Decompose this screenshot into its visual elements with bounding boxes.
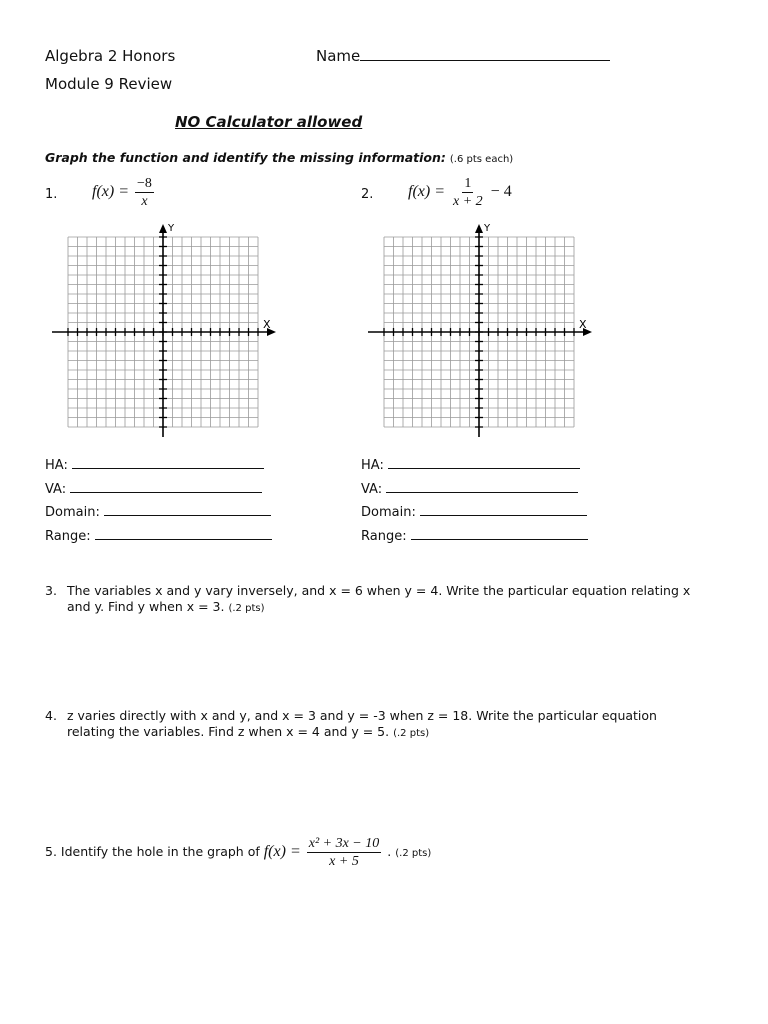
denominator: x + 2 [453,194,483,209]
coordinate-grid-2[interactable] [364,220,604,452]
question-3-line-2: and y. Find y when x = 3. [67,599,225,614]
question-4-line-2: relating the variables. Find z when x = 4 and y = 5. [67,724,390,739]
question-4-points: (.2 pts) [393,728,430,739]
function-lhs: f(x) = [263,843,301,861]
domain-field-1[interactable] [45,504,271,520]
domain-label: Domain: [45,505,100,520]
question-4 [45,708,725,742]
y-axis-arrow [475,224,483,233]
numerator: 1 [464,176,472,191]
numerator: x² + 3x − 10 [308,836,380,851]
range-label: Range: [45,529,91,544]
va-field-1[interactable] [45,481,262,497]
va-field-2[interactable] [361,481,578,497]
problem-1-function [92,175,156,210]
question-5-text: Identify the hole in the graph of [60,844,260,860]
denominator: x [141,194,148,209]
function-lhs: f(x) = [408,183,445,201]
answer-blank[interactable] [95,528,272,540]
question-3 [45,583,725,617]
answer-blank[interactable] [411,528,588,540]
range-field-2[interactable] [361,528,588,544]
question-number: 4. [45,708,57,723]
instructions-points: (.6 pts each) [449,154,514,165]
question-5 [45,835,431,870]
name-label: Name [316,47,361,65]
fraction [135,175,154,210]
numerator: −8 [137,176,152,191]
fraction [307,835,382,870]
question-5-tail: . [387,844,392,860]
x-axis-label: X [579,318,587,331]
calculator-notice: NO Calculator allowed [175,113,363,131]
problem-2-number: 2. [361,187,374,202]
answer-blank[interactable] [104,504,271,516]
problem-1-number: 1. [45,187,58,202]
fraction [451,175,485,210]
denominator: x + 5 [329,854,359,869]
va-label: VA: [45,482,67,497]
answer-blank[interactable] [386,481,578,493]
y-axis-label: Y [168,223,175,234]
question-5-points: (.2 pts) [395,848,432,860]
va-label: VA: [361,482,383,497]
module-title: Module 9 Review [45,75,173,93]
domain-field-2[interactable] [361,504,587,520]
instructions-text: Graph the function and identify the missing information: [45,150,446,165]
question-3-line-1: The variables x and y vary inversely, and x = 6 when y = 4. Write the particular equation relating x [67,583,691,598]
coordinate-grid-1[interactable] [48,220,288,452]
instructions [45,150,513,165]
ha-field-2[interactable] [361,457,580,473]
question-4-line-1: z varies directly with x and y, and x = 3 and y = -3 when z = 18. Write the particular equation [67,708,657,723]
answer-blank[interactable] [420,504,587,516]
ha-label: HA: [45,458,68,473]
ha-label: HA: [361,458,384,473]
answer-blank[interactable] [72,457,264,469]
name-field[interactable] [316,47,610,65]
x-axis-label: X [263,318,271,331]
function-suffix: − 4 [490,183,512,201]
problem-2-function [408,175,512,210]
y-axis-label: Y [484,223,491,234]
course-title: Algebra 2 Honors [45,47,176,65]
answer-blank[interactable] [388,457,580,469]
name-blank[interactable] [360,49,610,61]
question-number: 5. [45,844,57,860]
function-lhs: f(x) = [92,183,129,201]
domain-label: Domain: [361,505,416,520]
range-label: Range: [361,529,407,544]
answer-blank[interactable] [70,481,262,493]
question-5-function [263,836,388,869]
range-field-1[interactable] [45,528,272,544]
ha-field-1[interactable] [45,457,264,473]
question-3-points: (.2 pts) [228,603,265,614]
y-axis-arrow [159,224,167,233]
question-number: 3. [45,583,57,598]
